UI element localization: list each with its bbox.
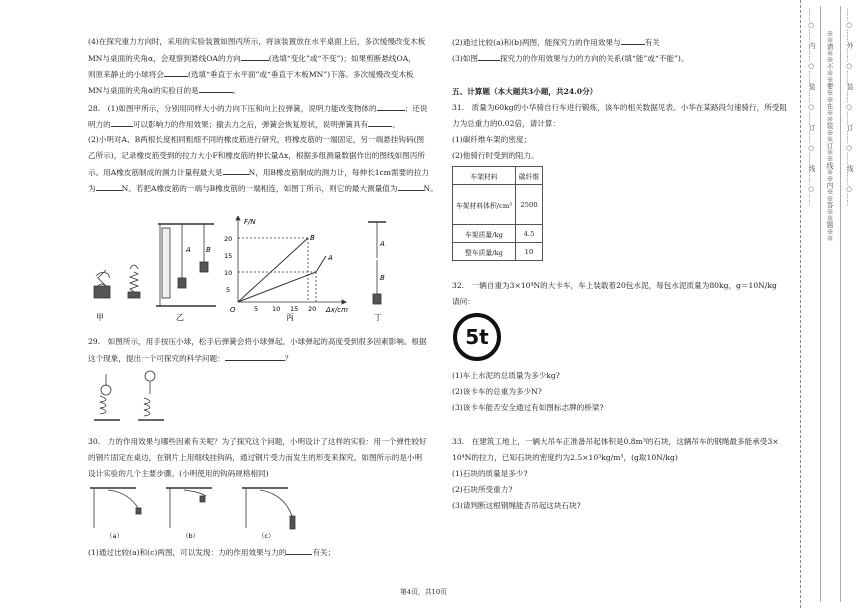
graph-line-b-label: B [310, 234, 315, 242]
table-row [453, 225, 543, 243]
binding-strip [800, 0, 860, 608]
fig30-label-a: （a） [106, 532, 123, 540]
q32-3: (3)该卡车能否安全通过有如图标志牌的桥梁? [452, 403, 604, 412]
table-cell: 车架材料 [453, 167, 516, 185]
q33-line2: 10⁴N的拉力，已知石块的密度约为2.5×10³kg/m³，(g取10N/kg) [452, 453, 678, 462]
fig-yi-label-a: A [186, 246, 191, 254]
table-cell: 车架质量/kg [453, 225, 516, 243]
graph-x-tick-15: 15 [290, 305, 299, 313]
q27-4-line4: MN与桌面的夹角α的实验目的是 。 [88, 86, 241, 95]
q30-line3: 设计实验的几个主要步骤。(小明使用的钩码规格相同) [88, 469, 269, 478]
graph-y-tick-5: 5 [226, 286, 231, 294]
fig-label-ding: 丁 [374, 313, 382, 322]
q30-3: (3)如图 探究力的作用效果与力的方向的关系(填“能”或“不能”)。 [452, 54, 689, 63]
fig-ding-label-b: B [380, 274, 385, 282]
binding-inner-line: ……○……内……○……装……○……订……○……线……○…… [807, 8, 815, 207]
fig-label-jia: 甲 [96, 313, 104, 322]
graph-x-tick-10: 10 [272, 305, 281, 313]
weight-limit-sign [452, 312, 502, 362]
table-cell: 2500 [516, 185, 543, 225]
q30-line1: 30. 力的作用效果与哪些因素有关呢？为了探究这个问题，小明设计了这样的实验：用一个弹性较好 [88, 437, 427, 446]
page-footer: 第4页，共10页 [400, 588, 447, 596]
figure-29 [92, 368, 172, 428]
fig-ding-label-a: A [380, 240, 385, 248]
sign-text: 5t [465, 325, 489, 349]
graph-y-label: F/N [244, 218, 256, 226]
q32-line2: 请问： [452, 297, 475, 306]
figure-30 [88, 482, 318, 540]
fig-yi-label-b: B [206, 246, 211, 254]
q30-line2: 的钢片固定在桌边，在钢片上用细线挂钩码，通过钢片受力而发生的形变来探究，如图所示的是小明 [88, 453, 423, 462]
table-cell: 10 [516, 243, 543, 261]
q31-1: (1)碳纤维车架的密度； [452, 135, 532, 144]
table-cell: 碳纤维 [516, 167, 543, 185]
table-row [453, 243, 543, 261]
q30-1: (1)通过比较(a)和(c)两图，可以发现：力的作用效果与力的 有关； [88, 548, 336, 557]
q33-2: (2)石块所受重力? [452, 485, 513, 494]
table-cell: 整车质量/kg [453, 243, 516, 261]
binding-outer-line: ……○……外……○……装……○……订……○……线……○…… [845, 8, 853, 207]
fig-jia-spring-up [128, 265, 140, 298]
q28-line3: (2)小明对A、B两根长度相同粗细不同的橡皮筋进行研究，将橡皮筋的一端固定，另一端悬挂钩码(图 [88, 135, 425, 144]
q28-line1: 28. (1)如图甲所示，分别用同样大小的力向下压和向上拉弹簧，说明力能改变物体的 ；还说 [88, 104, 428, 113]
fig-yi-stand [156, 224, 216, 306]
table-cell: 4.5 [516, 225, 543, 243]
q29-line1: 29. 如图所示，用手按压小球，松手后弹簧会将小球弹起。小球弹起的高度受到很多因素影响。根据 [88, 337, 427, 346]
q27-4-line1: (4)在探究重力方向时，采用的实验装置如图丙所示，将该装置放在水平桌面上后，多次缓慢改变木板 [88, 37, 426, 46]
fig-jia-spring [94, 270, 110, 298]
fig-label-bing: 丙 [286, 313, 294, 322]
q33-line1: 33. 在建筑工地上，一辆大吊车正准备吊起体积是0.8m³的石块，这辆吊车的钢绳最多能承受3× [452, 437, 779, 446]
fig-ding-chain [368, 222, 386, 304]
graph-x-tick-20: 20 [308, 305, 317, 313]
q30-2: (2)通过比较(a)和(b)两图，能探究力的作用效果与 有关 [452, 38, 660, 47]
graph-line-a-label: A [328, 254, 333, 262]
graph-x-tick-5: 5 [254, 305, 259, 313]
graph-y-tick-10: 10 [224, 269, 233, 277]
q33-3: (3)请判断这根钢绳能否吊起这块石块? [452, 501, 581, 510]
spring-released [144, 398, 150, 416]
fig30-label-b: （b） [182, 532, 200, 540]
fig-label-yi: 乙 [176, 313, 184, 322]
q31-line1: 31. 质量为60kg的小华骑自行车进行锻炼，该车的相关数据见表。小华在某路段匀速骑行，所受阻 [452, 103, 787, 112]
q28-line2: 明力的 可以影响力的作用效果；撤去力之后，弹簧会恢复原状，说明弹簧具有 。 [88, 120, 400, 129]
graph-origin: O [230, 306, 236, 314]
section-5-heading: 五、计算题（本大题共3小题，共24.0分） [452, 87, 598, 96]
graph-y-tick-20: 20 [224, 235, 233, 243]
table-cell: 车架材料体积/cm³ [453, 185, 516, 225]
fig30-label-c: （c） [258, 532, 275, 540]
q27-4-line3: 则原来静止的小球将会 (选填“垂直于水平面”或“垂直于木板MN”)下落。多次缓慢改变木板 [88, 70, 414, 79]
ball-bounced [145, 371, 155, 381]
table-row [453, 167, 543, 185]
q27-4-line2: MN与桌面的夹角α，会观察到悬线OA的方向 (选填“变化”或“不变”)；如果剪断悬线OA， [88, 54, 416, 63]
binding-warning: ※※请※※不※※要※※在※※装※※订※※线※※内※※答※※题※※ [825, 30, 833, 242]
figure-28 [86, 216, 396, 324]
graph-y-tick-15: 15 [224, 252, 233, 260]
q32-2: (2)该卡车的总重为多少N? [452, 387, 542, 396]
table-row [453, 185, 543, 225]
q31-line2: 力为总重力的0.02倍，请计算： [452, 119, 561, 128]
q32-1: (1)车上水泥的总质量为多少kg? [452, 371, 560, 380]
spring-pressed [100, 396, 106, 414]
q31-2: (2)他骑行时受到的阻力。 [452, 151, 539, 160]
q28-line5: 示。用A橡皮筋制成的测力计量程最大是 N，用B橡皮筋制成的测力计，每伸长1cm需要的拉力 [88, 168, 429, 177]
ball-pressed [101, 385, 111, 395]
q29-line2: 这个现象，提出一个可探究的科学问题： ？ [88, 354, 293, 363]
bike-data-table [452, 166, 543, 261]
q33-1: (1)石块的质量是多少? [452, 469, 528, 478]
graph-x-label: Δx/cm [326, 306, 348, 314]
q28-line4: 乙所示)，记录橡皮筋受到的拉力大小F和橡皮筋的伸长量Δx，根据多组测量数据作出的图线如图丙所 [88, 151, 425, 160]
q28-line6: 为 N。若把A橡皮筋的一端与B橡皮筋的一端相连，如图丁所示，则它的最大测量值为 N。 [88, 184, 438, 193]
q32-line1: 32. 一辆自重为3×10⁴N的大卡车，车上装载着20包水泥，每包水泥质量为80kg，g＝10N/kg [452, 281, 777, 290]
